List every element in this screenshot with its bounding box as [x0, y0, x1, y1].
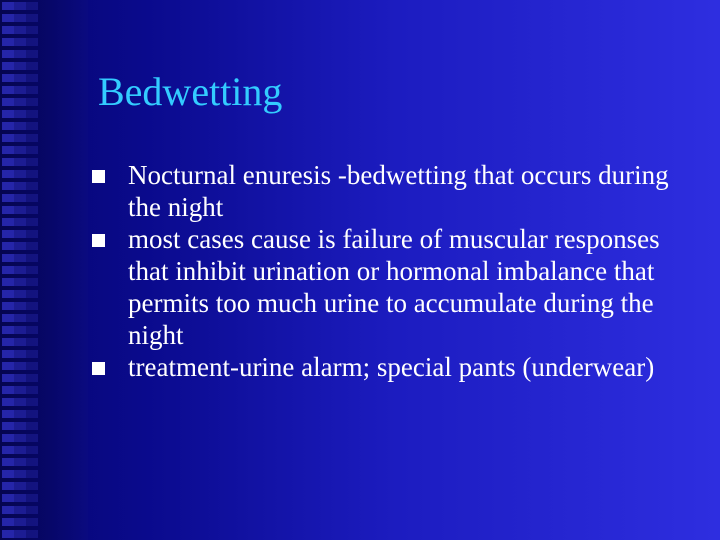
decorative-square-column	[14, 0, 26, 540]
bullet-text: most cases cause is failure of muscular responses that inhibit urination or hormonal imbalance that permits too much urine to accumulate during the night	[128, 224, 660, 350]
square-bullet-icon	[92, 362, 105, 375]
square-bullet-icon	[92, 234, 105, 247]
slide-title: Bedwetting	[98, 69, 283, 114]
bullet-list	[92, 159, 702, 383]
left-decorative-band	[0, 0, 88, 540]
decorative-square-column	[2, 0, 14, 540]
decorative-square-column	[26, 0, 38, 540]
bullet-text: Nocturnal enuresis -bedwetting that occurs during the night	[128, 160, 669, 222]
bullet-item	[92, 351, 702, 383]
bullet-text: treatment-urine alarm; special pants (underwear)	[128, 352, 655, 382]
bullet-item	[92, 159, 702, 223]
bullet-item	[92, 223, 702, 351]
square-bullet-icon	[92, 170, 105, 183]
